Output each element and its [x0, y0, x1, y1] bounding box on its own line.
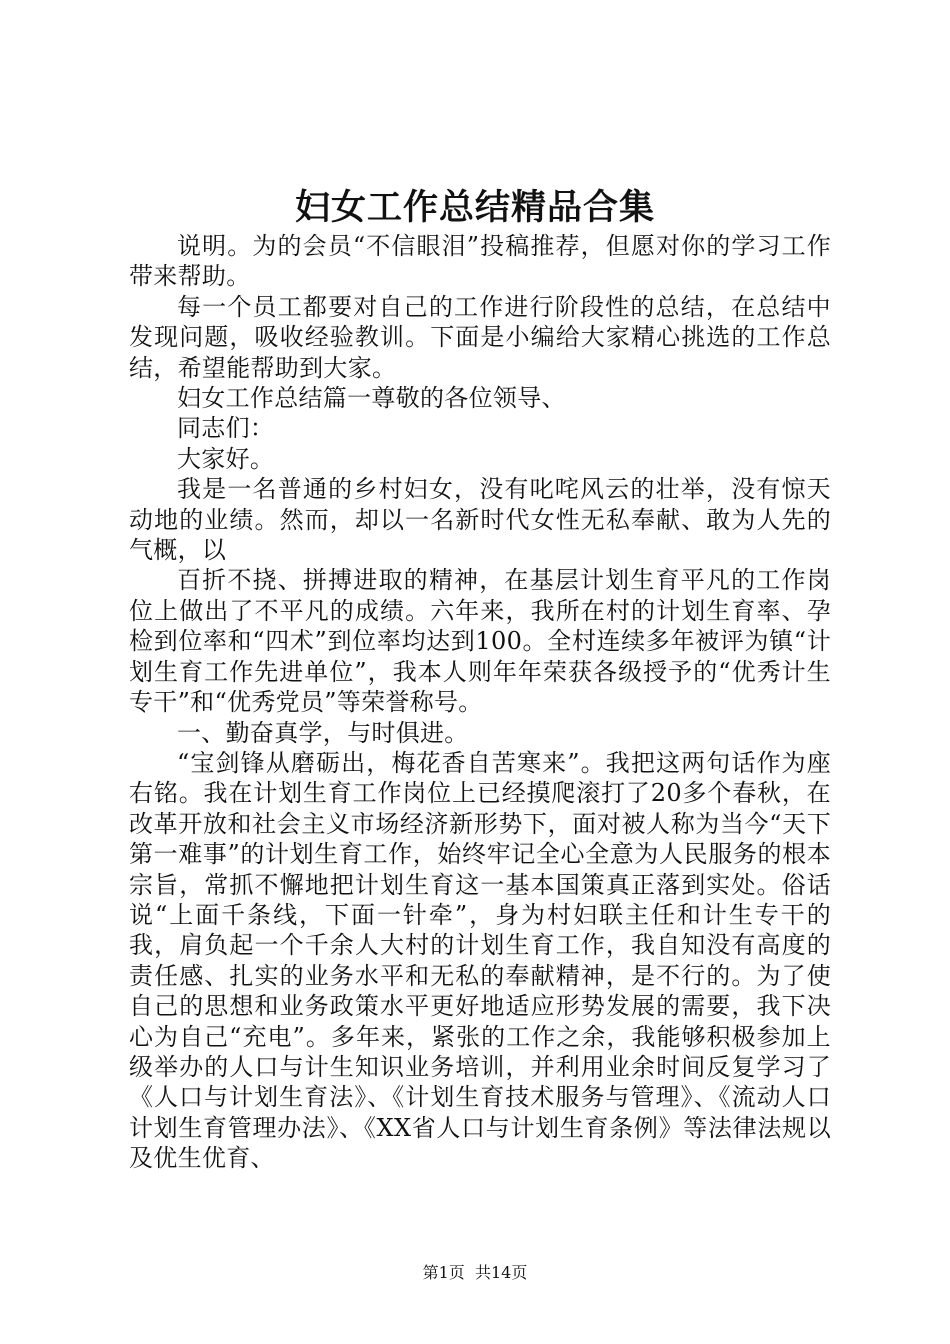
- paragraph-salutation: 同志们：: [177, 414, 275, 443]
- paragraph-section-heading: 妇女工作总结篇一尊敬的各位领导、: [177, 384, 566, 413]
- page-number: 第1页: [422, 1263, 465, 1282]
- paragraph-body: “宝剑锋从磨砺出，梅花香自苦寒来”。我把这两句话作为座右铭。我在计划生育工作岗位上已经摸爬滚打了20多个春秋，在改革开放和社会主义市场经济新形势下，面对被人称为当今“天下第一难事”的计划生育工作，始终牢记全心全意为人民服务的根本宗旨，常抓不懈地把计划生育这一基本国策真正落到实处。俗话说“上面千条线，下面一针牵”，身为村妇联主任和计生专干的我，肩负起一个千余人大村的计划生育工作，我自知没有高度的责任感、扎实的业务水平和无私的奉献精神，是不行的。为了使自己的思想和业务政策水平更好地适应形势发展的需要，我下决心为自己“充电”。多年来，紧张的工作之余，我能够积极参加上级举办的人口与计生知识业务培训，并利用业余时间反复学习了《人口与计划生育法》、《计划生育技术服务与管理》、《流动人口计划生育管理办法》、《XX省人口与计划生育条例》等法律法规以及优生优育、: [129, 748, 831, 1173]
- paragraph-subheading: 一、勤奋真学，与时俱进。: [177, 718, 469, 747]
- page-title: 妇女工作总结精品合集: [294, 187, 655, 228]
- document-body: [129, 231, 831, 1174]
- paragraph-intro-note: 说明。为的会员“不信眼泪”投稿推荐，但愿对你的学习工作带来帮助。: [129, 232, 831, 291]
- paragraph-greeting: 大家好。: [177, 444, 275, 473]
- paragraph-body: 我是一名普通的乡村妇女，没有叱咤风云的壮举，没有惊天动地的业绩。然而，却以一名新时代女性无私奉献、敢为人先的气概，以: [129, 475, 831, 565]
- paragraph-intro: 每一个员工都要对自己的工作进行阶段性的总结，在总结中发现问题，吸收经验教训。下面是小编给大家精心挑选的工作总结，希望能帮助到大家。: [129, 292, 831, 382]
- total-pages: 共14页: [474, 1263, 528, 1282]
- paragraph-body: 百折不挠、拼搏进取的精神，在基层计划生育平凡的工作岗位上做出了不平凡的成绩。六年来，我所在村的计划生育率、孕检到位率和“四术”到位率均达到100。全村连续多年被评为镇“计划生育工作先进单位”，我本人则年年荣获各级授予的“优秀计生专干”和“优秀党员”等荣誉称号。: [129, 566, 831, 717]
- page-footer: [0, 1261, 950, 1285]
